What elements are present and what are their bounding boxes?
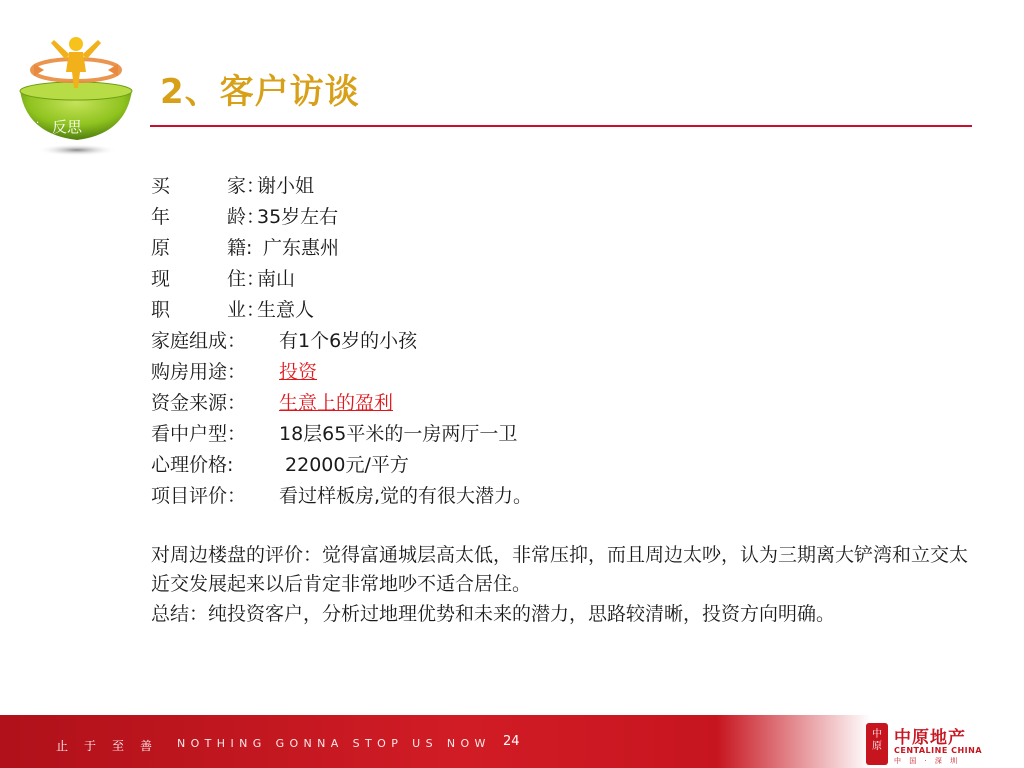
title-divider: [150, 125, 972, 127]
logo-label: 反思: [52, 118, 83, 136]
field-evaluation: [151, 481, 532, 512]
field-value: 22000元/平方: [279, 454, 409, 476]
summary-paragraph: 总结：纯投资客户，分析过地理优势和未来的潜力，思路较清晰，投资方向明确。: [151, 603, 836, 625]
field-label-char: 住：: [227, 268, 266, 290]
brand-location: 中 国 · 深 圳: [894, 757, 961, 765]
slogan-chinese: 止于至善: [56, 739, 169, 753]
brand-mark-icon: [866, 723, 888, 765]
field-label-char: 家：: [227, 175, 266, 197]
slide-title: 2、客户访谈: [160, 72, 360, 112]
field-label-char: 籍:: [227, 237, 253, 259]
field-funding: [151, 388, 532, 419]
slogan-english: NOTHING GONNA STOP US NOW: [177, 737, 491, 750]
field-label: 购房用途：: [151, 361, 247, 383]
field-label-char: 年: [151, 206, 171, 228]
field-residence: [151, 264, 532, 295]
field-label: 家庭组成：: [151, 330, 247, 352]
bullet-dot: ·: [36, 118, 40, 129]
field-occupation: [151, 295, 532, 326]
field-label: 看中户型：: [151, 423, 247, 445]
field-value: 有1个6岁的小孩: [279, 330, 418, 352]
field-value: 18层65平米的一房两厅一卫: [279, 423, 518, 445]
field-value: 生意人: [257, 299, 315, 321]
field-value: 看过样板房,觉的有很大潜力。: [279, 485, 533, 507]
field-price: [151, 450, 532, 481]
surroundings-paragraph: 对周边楼盘的评价：觉得富通城层高太低，非常压抑，而且周边太吵，认为三期离大铲湾和立交太近交发展起来以后肯定非常地吵不适合居住。: [151, 544, 969, 595]
field-age: [151, 202, 532, 233]
field-unit-type: [151, 419, 532, 450]
person-bowl-icon: [14, 36, 136, 160]
field-value: 南山: [257, 268, 296, 290]
field-label-char: 业：: [227, 299, 266, 321]
field-label-char: 龄：: [227, 206, 266, 228]
centaline-logo: [866, 723, 986, 767]
field-origin: [151, 233, 532, 264]
reflection-logo: [14, 36, 136, 160]
field-label-char: 买: [151, 175, 171, 197]
field-family: [151, 326, 532, 357]
page-number: 24: [503, 734, 520, 749]
footer-bar: [0, 715, 1024, 768]
client-profile-list: [151, 171, 532, 512]
brand-name-english: CENTALINE CHINA: [894, 746, 983, 755]
field-value: 谢小姐: [257, 175, 315, 197]
field-value: 广东惠州: [257, 237, 340, 259]
brand-name-chinese: 中原地产: [894, 728, 966, 748]
field-value: 35岁左右: [257, 206, 339, 228]
funding-link[interactable]: 生意上的盈利: [279, 392, 394, 414]
field-label-char: 现: [151, 268, 171, 290]
field-label: 资金来源：: [151, 392, 247, 414]
field-label-char: 原: [151, 237, 171, 259]
field-purpose: [151, 357, 532, 388]
brand-mark-text: 中原: [872, 729, 882, 752]
field-label-char: 职: [151, 299, 171, 321]
purpose-link[interactable]: 投资: [279, 361, 318, 383]
field-buyer: [151, 171, 532, 202]
field-label: 项目评价：: [151, 485, 247, 507]
field-label: 心理价格:: [151, 454, 234, 476]
